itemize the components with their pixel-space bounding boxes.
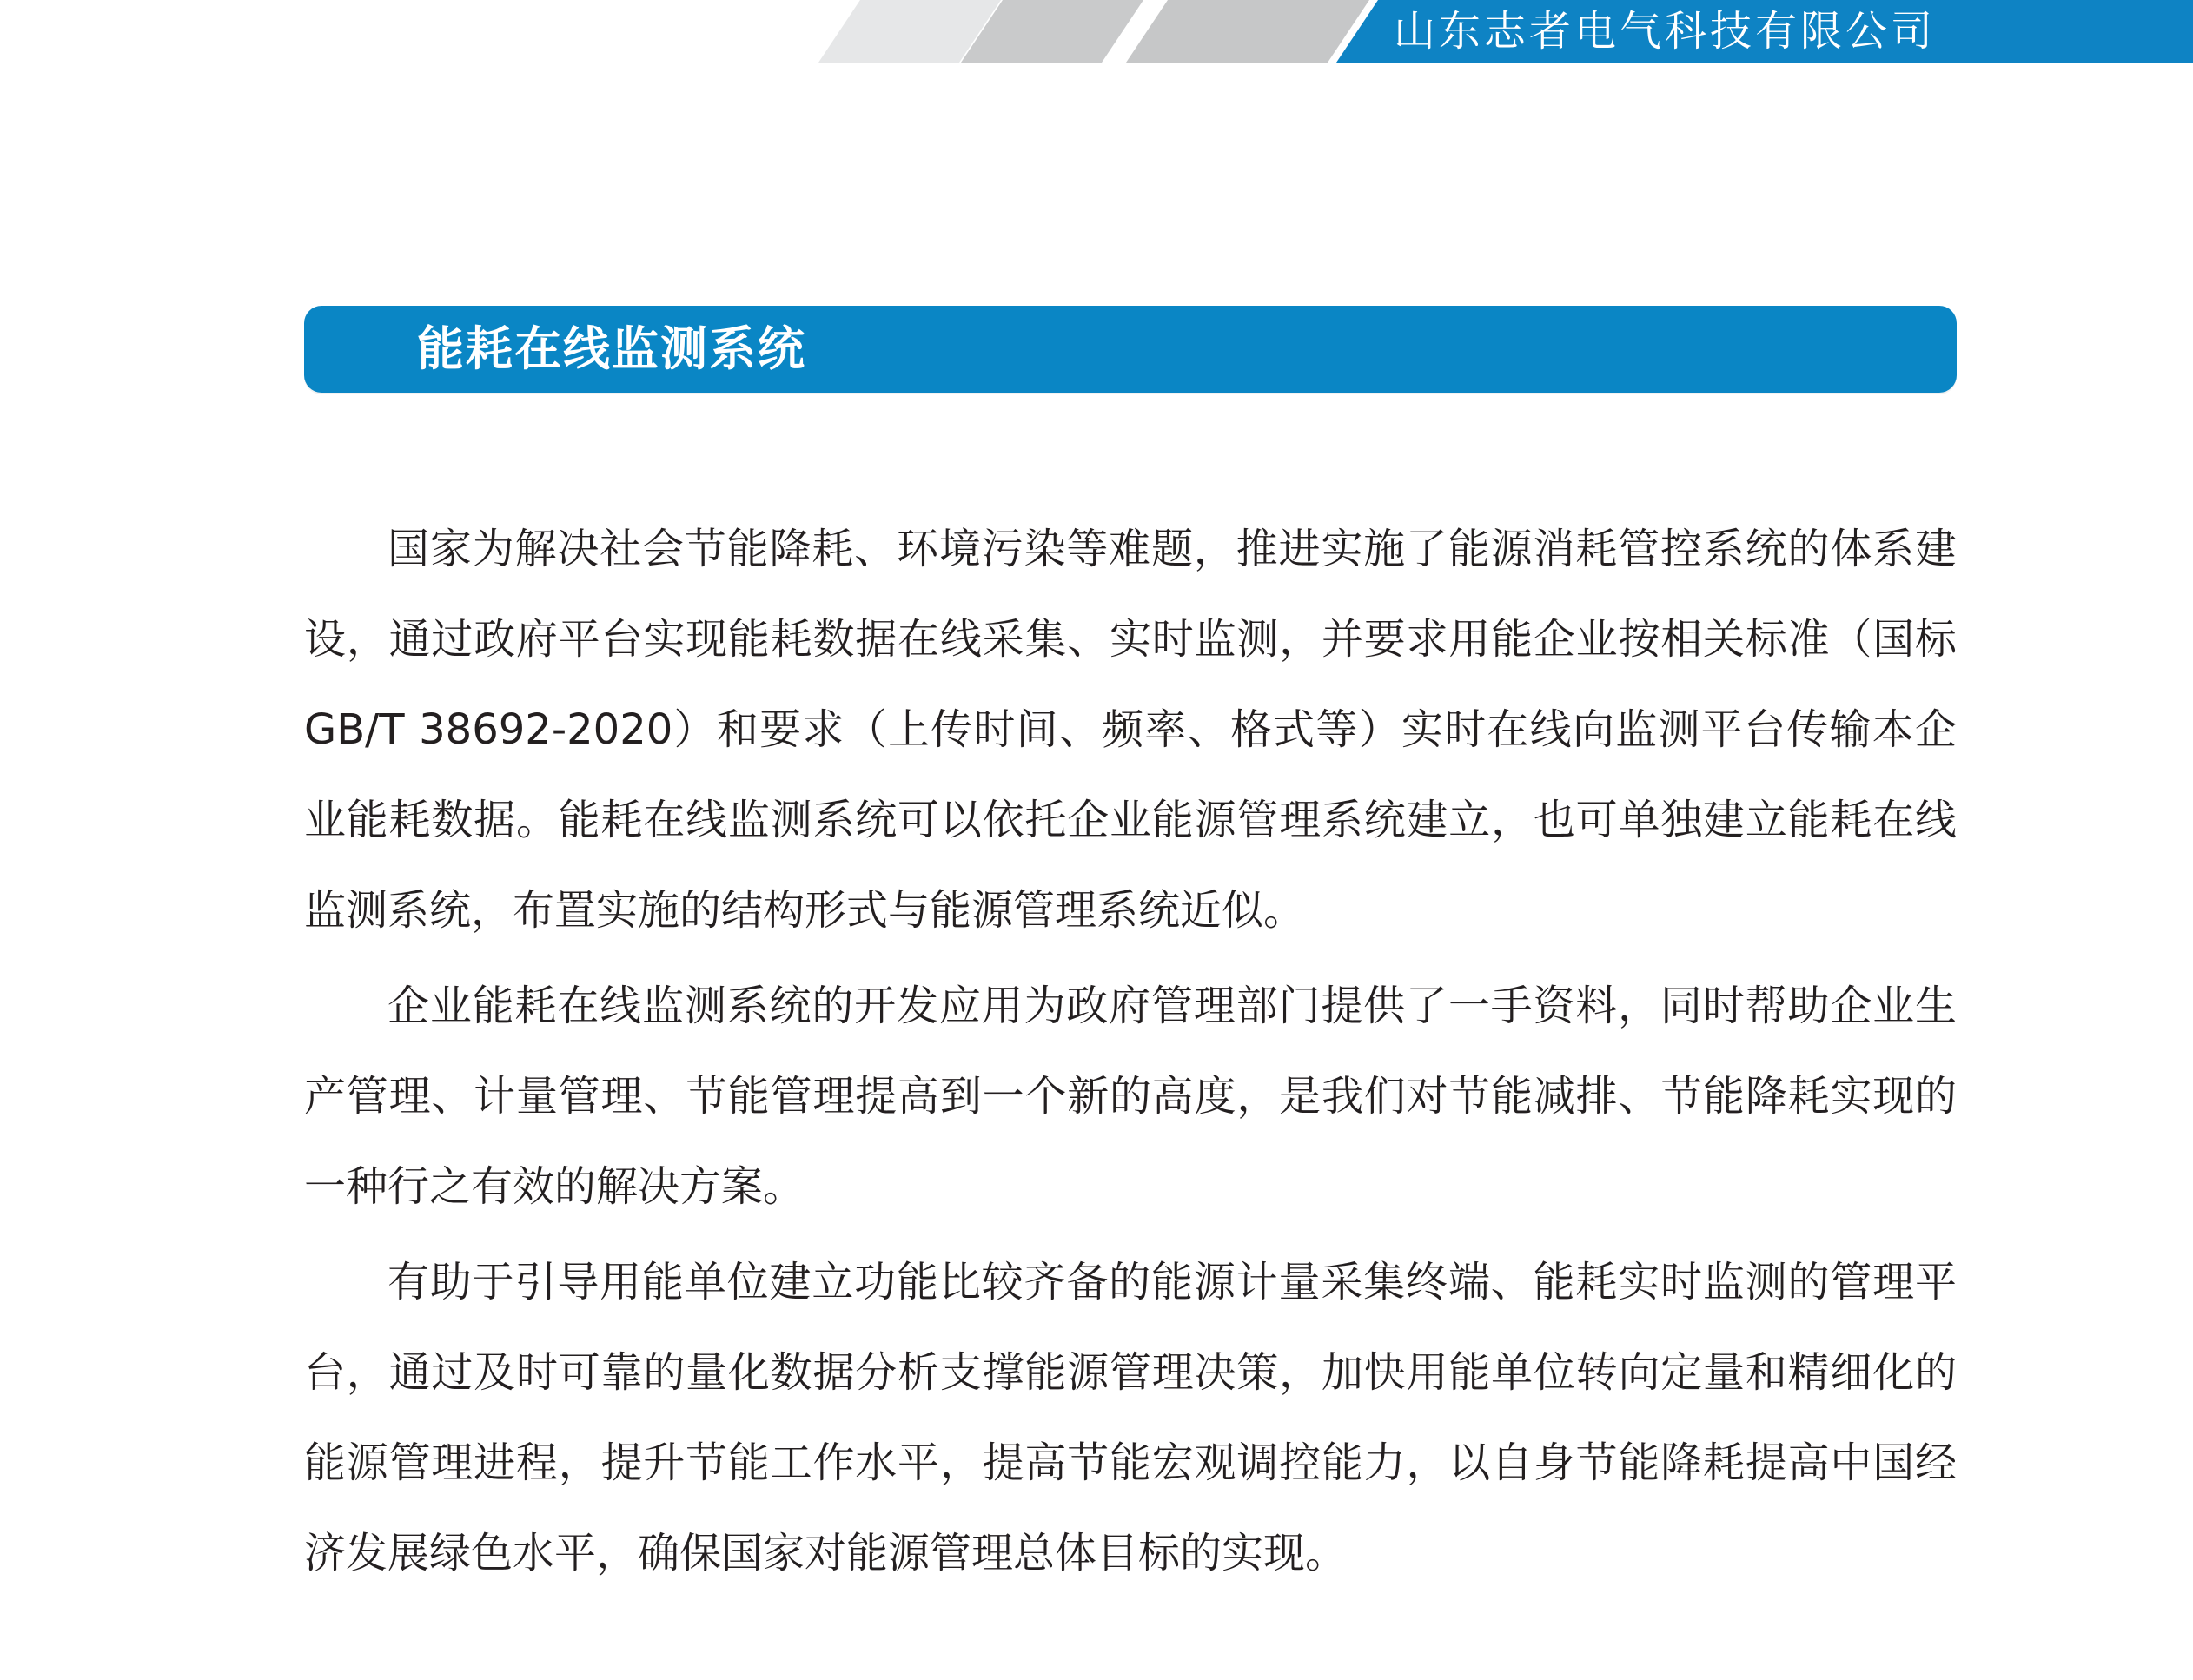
company-name: 山东志者电气科技有限公司 [1394, 7, 1937, 56]
paragraph: 企业能耗在线监测系统的开发应用为政府管理部门提供了一手资料，同时帮助企业生产管理、计量管理、节能管理提高到一个新的高度，是我们对节能减排、节能降耗实现的一种行之有效的解决方案。 [304, 982, 1957, 1211]
body-content [304, 504, 1957, 1604]
section-title-bar [304, 306, 1957, 393]
section-title: 能耗在线监测系统 [417, 321, 806, 376]
paragraph: 国家为解决社会节能降耗、环境污染等难题，推进实施了能源消耗管控系统的体系建设，通过政府平台实现能耗数据在线采集、实时监测，并要求用能企业按相关标准（国标GB/T 38692-2020）和要求（上传时间、频率、格式等）实时在线向监测平台传输本企业能耗数据。能耗在线监测系统可以依托企业能源管理系统建立，也可单独建立能耗在线监测系统，布置实施的结构形式与能源管理系统近似。 [304, 525, 1957, 935]
paragraph: 有助于引导用能单位建立功能比较齐备的能源计量采集终端、能耗实时监测的管理平台，通过及时可靠的量化数据分析支撑能源管理决策，加快用能单位转向定量和精细化的能源管理进程，提升节能工作水平，提高节能宏观调控能力，以自身节能降耗提高中国经济发展绿色水平，确保国家对能源管理总体目标的实现。 [304, 1258, 1957, 1577]
header-band [0, 0, 2193, 63]
decorative-stripe-mid [1126, 0, 1369, 63]
